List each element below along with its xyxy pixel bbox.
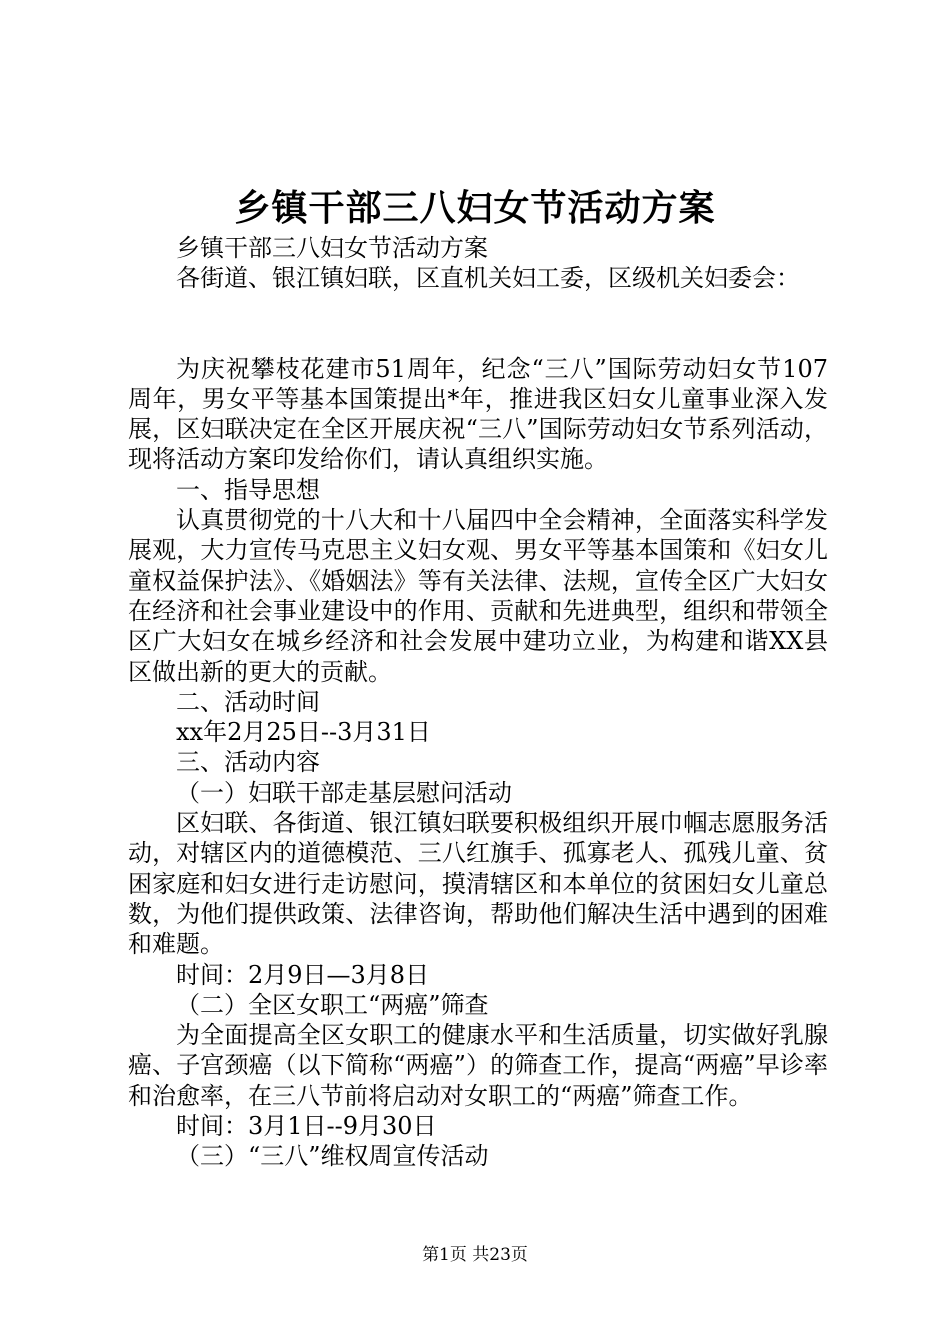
activity-period: xx年2月25日--3月31日 [176, 718, 431, 747]
document-title: 乡镇干部三八妇女节活动方案 [234, 187, 716, 229]
subsection-heading-2: （二）全区女职工“两癌”筛查 [176, 990, 489, 1019]
blank-line [128, 294, 828, 354]
screening-paragraph: 为全面提高全区女职工的健康水平和生活质量，切实做好乳腺癌、子宫颈癌（以下简称“两癌”）的筛查工作，提高“两癌”早诊率和治愈率，在三八节前将启动对女职工的“两癌”筛查工作。 [128, 1021, 828, 1110]
document-body [128, 233, 828, 1172]
subtitle-paragraph: 乡镇干部三八妇女节活动方案 [176, 234, 488, 262]
visit-paragraph: 区妇联、各街道、银江镇妇联要积极组织开展巾帼志愿服务活动，对辖区内的道德模范、三八红旗手、孤寡老人、孤残儿童、贫困家庭和妇女进行走访慰问，摸清辖区和本单位的贫困妇女儿童总数，为他们提供政策、法律咨询，帮助他们解决生活中遇到的困难和难题。 [128, 809, 828, 959]
subsection-heading-3: （三）“三八”维权周宣传活动 [176, 1142, 489, 1171]
section-heading-3: 三、活动内容 [176, 748, 320, 777]
intro-paragraph: 为庆祝攀枝花建市51周年，纪念“三八”国际劳动妇女节107周年，男女平等基本国策提出*年，推进我区妇女儿童事业深入发展，区妇联决定在全区开展庆祝“三八”国际劳动妇女节系列活动，现将活动方案印发给你们，请认真组织实施。 [128, 354, 828, 474]
guiding-paragraph: 认真贯彻党的十八大和十八届四中全会精神，全面落实科学发展观，大力宣传马克思主义妇女观、男女平等基本国策和《妇女儿童权益保护法》、《婚姻法》等有关法律、法规，宣传全区广大妇女在经济和社会事业建设中的作用、贡献和先进典型，组织和带领全区广大妇女在城乡经济和社会发展中建功立业，为构建和谐XX县区做出新的更大的贡献。 [128, 506, 828, 686]
screening-time: 时间：3月1日--9月30日 [176, 1112, 437, 1141]
section-heading-2: 二、活动时间 [176, 687, 320, 716]
section-heading-1: 一、指导思想 [176, 475, 320, 504]
visit-time: 时间：2月9日—3月8日 [176, 960, 430, 989]
addressee-paragraph: 各街道、银江镇妇联，区直机关妇工委，区级机关妇委会： [176, 264, 800, 293]
page-footer: 第1页 共23页 [422, 1245, 528, 1265]
subsection-heading-1: （一）妇联干部走基层慰问活动 [176, 778, 512, 807]
